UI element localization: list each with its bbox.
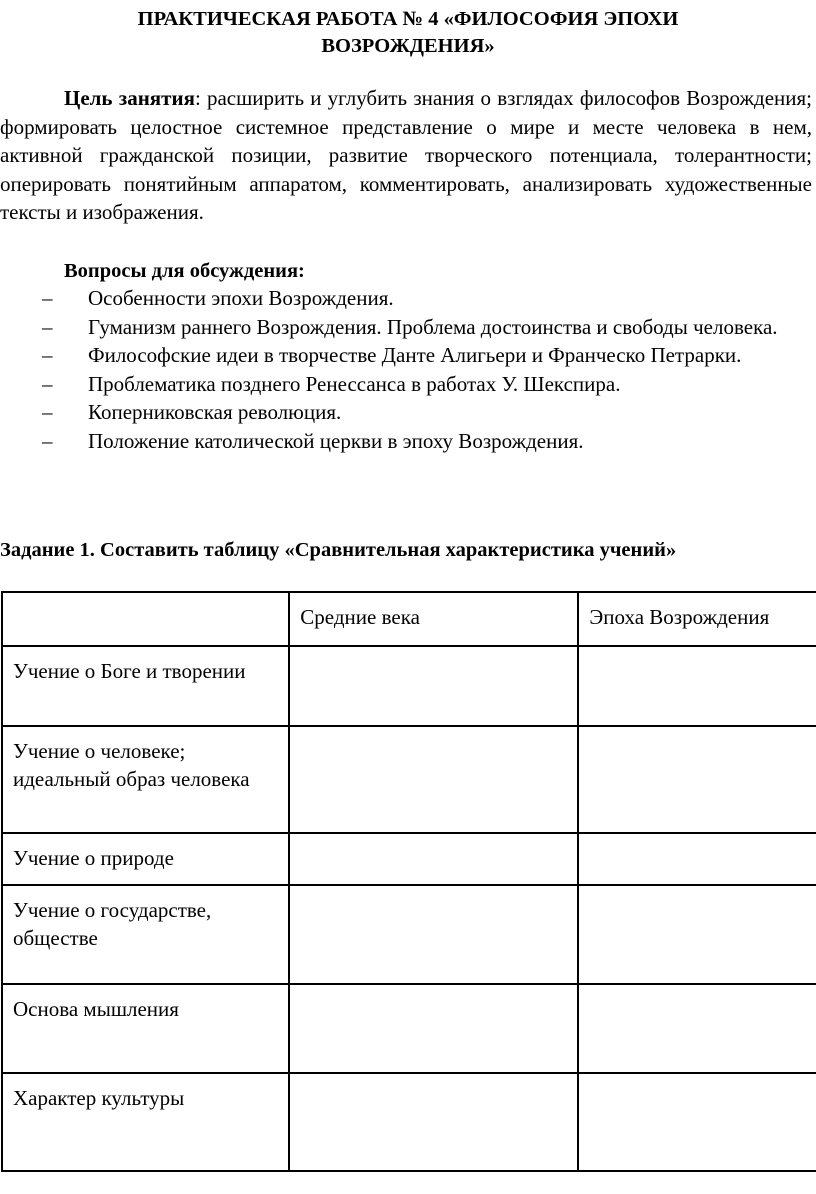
list-item (0, 341, 812, 370)
list-item (0, 398, 812, 427)
cell-renaissance[interactable] (578, 984, 816, 1073)
comparison-table (1, 591, 816, 1172)
task-title: Задание 1. Составить таблицу «Сравнительная характеристика учений» (0, 539, 677, 561)
cell-renaissance[interactable] (578, 1073, 816, 1171)
row-label: Учение о природе (2, 833, 289, 885)
cell-middle-ages[interactable] (289, 646, 578, 726)
cell-middle-ages[interactable] (289, 726, 578, 833)
dash-bullet: – (42, 343, 53, 367)
table-row (2, 984, 816, 1073)
cell-middle-ages[interactable] (289, 833, 578, 885)
list-item (0, 313, 812, 342)
question-text: Положение католической церкви в эпоху Возрождения. (88, 428, 584, 453)
header-cell-empty (2, 592, 289, 646)
cell-renaissance[interactable] (578, 885, 816, 984)
goal-paragraph (0, 84, 812, 227)
table-row (2, 726, 816, 833)
question-text: Коперниковская революция. (88, 400, 342, 424)
page-title-line-2: ВОЗРОЖДЕНИЯ» (321, 35, 495, 57)
header-cell-middle-ages: Средние века (289, 592, 578, 646)
cell-renaissance[interactable] (578, 726, 816, 833)
dash-bullet: – (42, 371, 53, 396)
question-text: Проблематика позднего Ренессанса в работах У. Шекспира. (88, 371, 621, 396)
dash-bullet: – (42, 400, 53, 424)
header-cell-renaissance: Эпоха Возрождения (578, 592, 816, 646)
table-row (2, 646, 816, 726)
table-row (2, 833, 816, 885)
table-row (2, 885, 816, 984)
row-label: Учение о Боге и творении (2, 646, 289, 726)
row-label: Учение о человеке; идеальный образ человека (2, 726, 289, 833)
page-title (0, 6, 816, 60)
cell-renaissance[interactable] (578, 833, 816, 885)
goal-text: : расширить и углубить знания о взглядах философов Возрождения; формировать целостное системное представление о мире и месте человека в нем, активной гражданской позиции, развитие творческого потенциала, толерантности; оперировать понятийным аппаратом, комментировать, анализировать художественные тексты и изображения. (0, 86, 813, 225)
list-item (0, 427, 812, 456)
list-item (0, 284, 812, 313)
questions-heading: Вопросы для обсуждения: (64, 260, 305, 282)
list-item (0, 370, 812, 399)
question-text: Гуманизм раннего Возрождения. Проблема достоинства и свободы человека. (88, 314, 778, 339)
cell-middle-ages[interactable] (289, 885, 578, 984)
table-header-row (2, 592, 816, 646)
dash-bullet: – (42, 428, 53, 453)
dash-bullet: – (42, 286, 53, 310)
dash-bullet: – (42, 314, 53, 339)
question-text: Особенности эпохи Возрождения. (88, 286, 394, 310)
question-text: Философские идеи в творчестве Данте Алигьери и Франческо Петрарки. (88, 343, 742, 367)
page-title-line-1: ПРАКТИЧЕСКАЯ РАБОТА № 4 «ФИЛОСОФИЯ ЭПОХИ (137, 8, 679, 30)
cell-middle-ages[interactable] (289, 1073, 578, 1171)
goal-label: Цель занятия (64, 86, 195, 110)
cell-renaissance[interactable] (578, 646, 816, 726)
cell-middle-ages[interactable] (289, 984, 578, 1073)
row-label: Характер культуры (2, 1073, 289, 1171)
table-row (2, 1073, 816, 1171)
row-label: Учение о государстве, обществе (2, 885, 289, 984)
questions-list (0, 284, 812, 455)
row-label: Основа мышления (2, 984, 289, 1073)
